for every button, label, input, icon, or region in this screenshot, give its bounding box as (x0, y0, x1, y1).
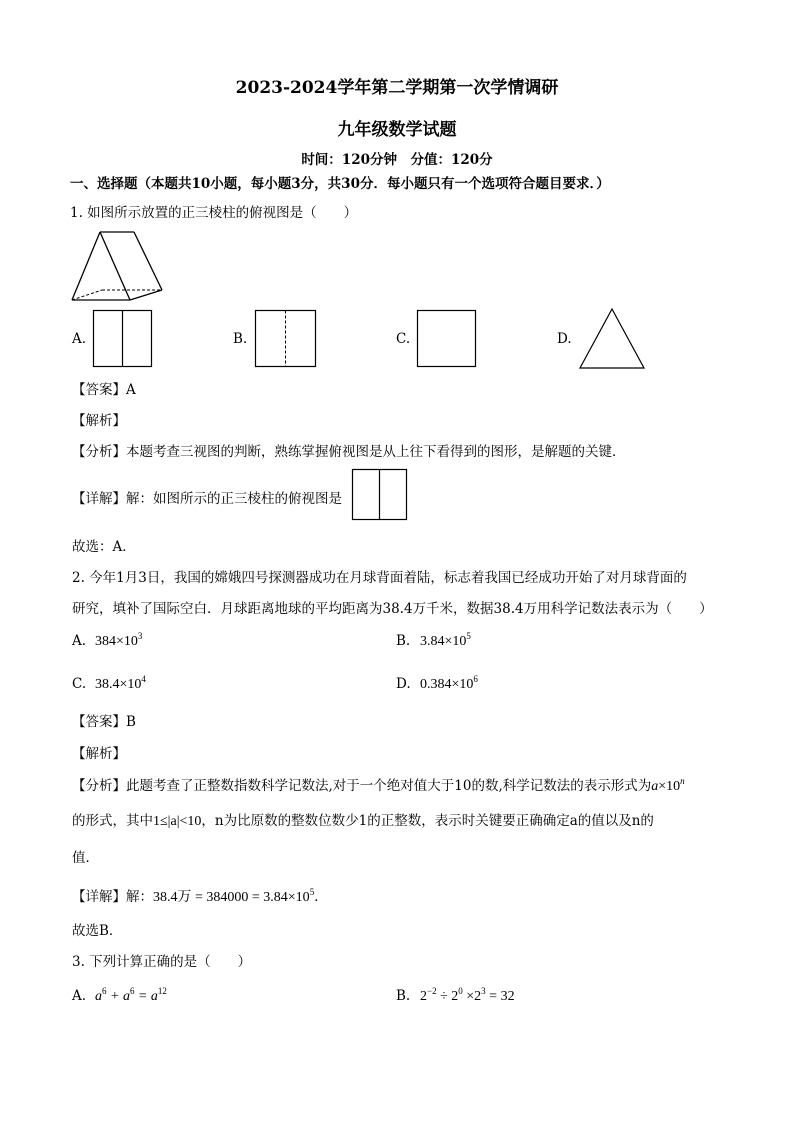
q1-option-d-figure (580, 308, 646, 370)
q2-fenxi-line2: 的形式，其中1≤|a|<10，n为比原数的整数位数少1的正整数，表示时关键要正确确定a的值以及n的 (72, 813, 654, 829)
triangular-prism-figure (72, 230, 164, 302)
q2-option-d: $0.384\times 10^6$ (420, 674, 478, 692)
q1-answer: 【答案】A (72, 382, 136, 398)
q1-option-a-figure (93, 310, 153, 368)
q1-option-d-label: D. (557, 331, 572, 347)
q1-option-a-label: A. (72, 331, 87, 347)
exam-meta: 时间：120分钟 分值：120分 (301, 152, 493, 168)
q2-fenxi-line1: 【分析】此题考查了正整数指数科学记数法,对于一个绝对值大于10的数,科学记数法的表示形式为$a\times 10^n$ (72, 776, 685, 794)
q2-option-b: $3.84\times 10^5$ (420, 631, 471, 649)
q2-stem-line1: 2. 今年1月3日，我国的嫦娥四号探测器成功在月球背面着陆，标志着我国已经成功开始了对月球背面的 (72, 570, 687, 586)
q1-answer-figure (352, 469, 408, 521)
exam-subtitle: 九年级数学试题 (337, 120, 457, 140)
q2-option-d-label: D. (396, 676, 411, 692)
q1-conclusion: 故选：A． (72, 539, 136, 555)
q1-option-b-figure (255, 310, 317, 368)
q1-option-b-label: B. (233, 331, 248, 347)
q1-option-c-figure (417, 310, 477, 368)
q2-option-a-label: A. (72, 633, 87, 649)
q2-fenxi-line3: 值． (72, 850, 99, 866)
q2-option-c: $38.4\times 10^4$ (95, 674, 146, 692)
exam-title: 2023-2024学年第二学期第一次学情调研 (235, 78, 559, 98)
q3-option-a-label: A. (72, 988, 87, 1004)
q3-option-a: $a^6 + a^6 = a^{12}$ (95, 986, 167, 1004)
q1-analysis-label: 【解析】 (72, 413, 126, 429)
q1-detail: 【详解】解：如图所示的正三棱柱的俯视图是 (72, 491, 342, 507)
q2-option-a: $384\times 10^3$ (95, 631, 143, 649)
q3-option-b-label: B. (396, 988, 411, 1004)
q3-option-b: $2^{-2} \div 2^0 \times 2^3 = 32$ (420, 986, 515, 1004)
q2-analysis-label: 【解析】 (72, 746, 126, 762)
q1-option-c-label: C. (396, 331, 411, 347)
q2-stem-line2: 研究，填补了国际空白．月球距离地球的平均距离为38.4万千米，数据38.4万用科学记数法表示为（ ） (72, 601, 713, 617)
q2-conclusion: 故选B． (72, 923, 123, 939)
q2-option-b-label: B. (396, 633, 411, 649)
q1-fenxi: 【分析】本题考查三视图的判断，熟练掌握俯视图是从上往下看得到的图形，是解题的关键． (72, 444, 626, 460)
q2-detail: 【详解】解：38.4万 = $384000 = 3.84\times 10^5$． (72, 887, 328, 905)
q2-option-c-label: C. (72, 676, 87, 692)
q3-stem: 3. 下列计算正确的是（ ） (72, 954, 252, 970)
q1-stem: 1. 如图所示放置的正三棱柱的俯视图是（ ） (70, 205, 358, 221)
q2-answer: 【答案】B (72, 714, 136, 730)
section-heading: 一、选择题（本题共10小题，每小题3分，共30分．每小题只有一个选项符合题目要求．） (70, 176, 610, 192)
